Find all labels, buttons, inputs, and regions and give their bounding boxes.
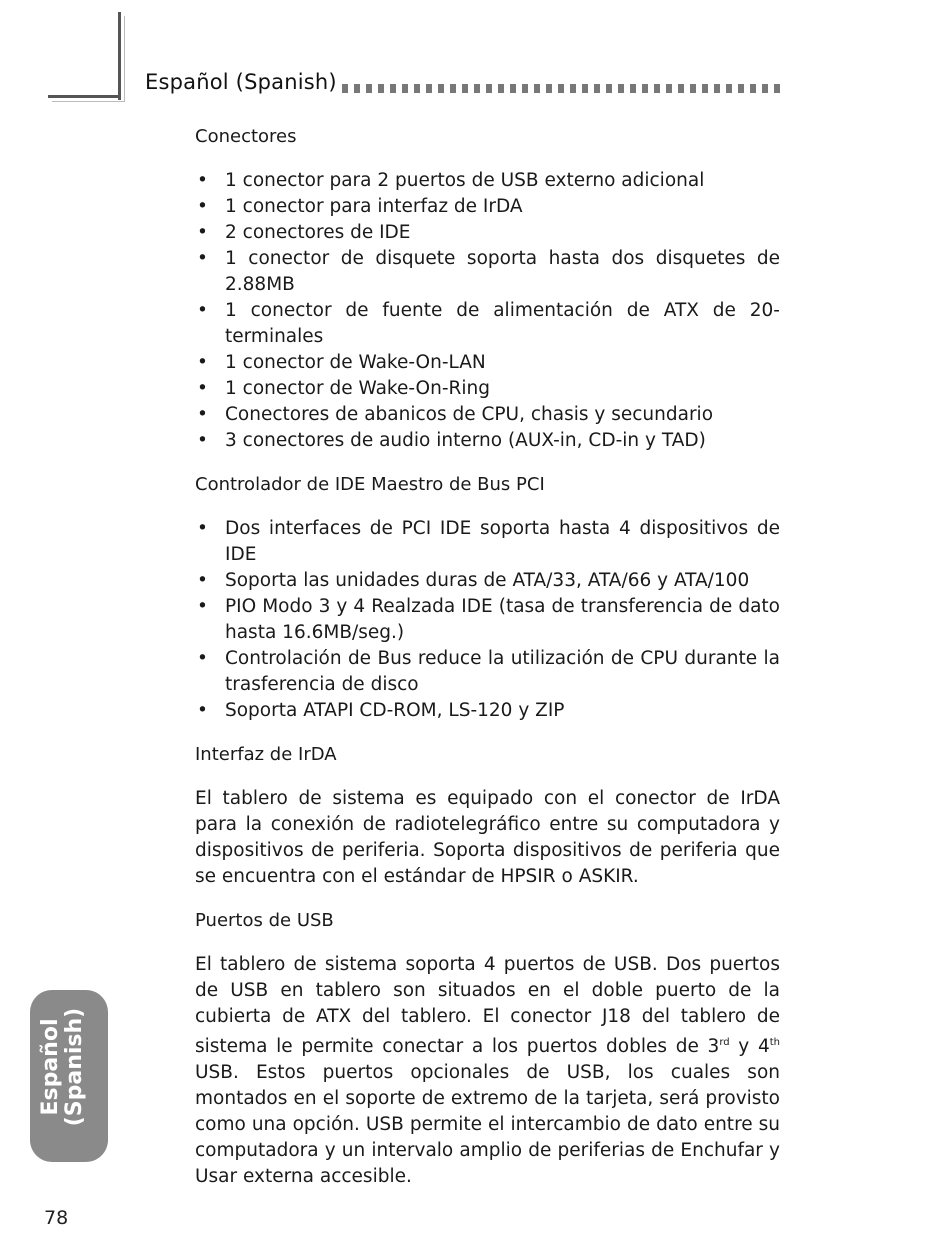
section-heading-conectores: Conectores	[195, 126, 297, 147]
controlador-ide-list	[195, 516, 780, 724]
usb-paragraph: El tablero de sistema soporta 4 puertos de USB. Dos puertos de USB en tablero son situados en el doble puerto de la cubierta de ATX del tablero. El conector J18 del tablero de sistema le permite conectar a los puertos dobles de 3rd y 4th USB. Estos puertos opcionales de USB, los cuales son montados en el soporte de extremo de la tarjeta, será provisto como una opción. USB permite el intercambio de dato entre su computadora y un intervalo amplio de periferias de Enchufar y Usar externa accesible.	[195, 954, 780, 1188]
section-heading-usb: Puertos de USB	[195, 910, 334, 931]
list-item: • 1 conector de Wake-On-Ring	[197, 378, 490, 399]
page-header-title: Español (Spanish)	[145, 70, 337, 94]
language-side-tab-label: Español (Spanish)	[38, 1007, 87, 1127]
list-item: • 1 conector de disquete soporta hasta dos disquetes de 2.88MB	[197, 248, 780, 295]
list-item: • 1 conector para interfaz de IrDA	[197, 196, 523, 217]
corner-mark-horizontal	[48, 95, 121, 98]
conectores-list	[195, 168, 780, 454]
list-item: • 1 conector de Wake-On-LAN	[197, 352, 486, 373]
list-item: • Conectores de abanicos de CPU, chasis y secundario	[197, 404, 714, 425]
list-item: • 1 conector de fuente de alimentación de ATX de 20-terminales	[197, 300, 780, 347]
list-item: • PIO Modo 3 y 4 Realzada IDE (tasa de transferencia de dato hasta 16.6MB/seg.)	[197, 596, 780, 643]
list-item: • Controlación de Bus reduce la utilización de CPU durante la trasferencia de disco	[197, 648, 780, 695]
list-item: • Soporta ATAPI CD-ROM, LS-120 y ZIP	[197, 700, 565, 721]
main-content	[195, 124, 780, 1190]
list-item: • 2 conectores de IDE	[197, 222, 411, 243]
section-heading-controlador-ide: Controlador de IDE Maestro de Bus PCI	[195, 474, 545, 495]
list-item: • Soporta las unidades duras de ATA/33, ATA/66 y ATA/100	[197, 570, 750, 591]
corner-mark-vertical	[118, 12, 121, 100]
list-item: • Dos interfaces de PCI IDE soporta hasta 4 dispositivos de IDE	[197, 518, 780, 565]
page-number: 78	[44, 1207, 69, 1229]
superscript-th: th	[769, 1037, 780, 1048]
superscript-rd: rd	[719, 1037, 730, 1048]
corner-mark-horizontal-shadow	[52, 101, 124, 102]
list-item: • 3 conectores de audio interno (AUX-in, CD-in y TAD)	[197, 430, 706, 451]
corner-mark-vertical-shadow	[124, 16, 125, 102]
irda-paragraph: El tablero de sistema es equipado con el conector de IrDA para la conexión de radiotelegráfico entre su computadora y dispositivos de periferia. Soporta dispositivos de periferia que se encuentra con el estándar de HPSIR o ASKIR.	[195, 788, 780, 887]
section-heading-irda: Interfaz de IrDA	[195, 744, 337, 765]
header-dotted-rule	[342, 84, 780, 93]
list-item: • 1 conector para 2 puertos de USB externo adicional	[197, 170, 705, 191]
